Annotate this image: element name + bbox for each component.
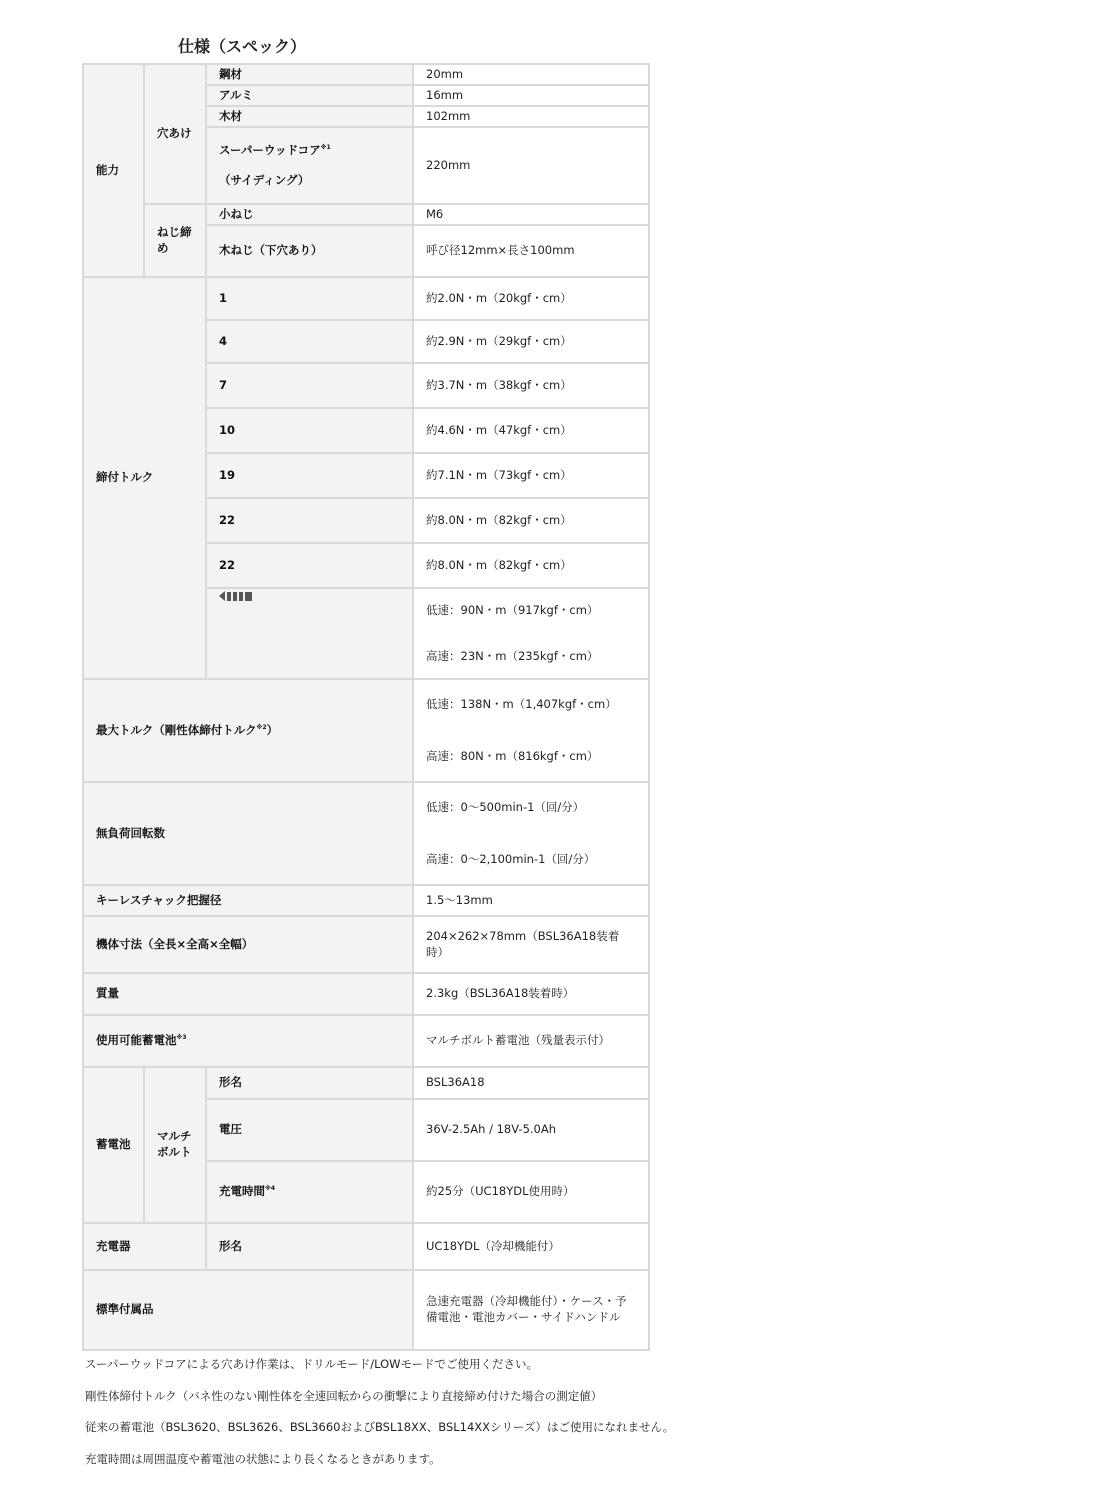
multivolt-line1: マルチ — [157, 1129, 192, 1144]
torque-setting: 22 — [206, 543, 413, 588]
usable-battery-label — [83, 1015, 413, 1067]
accessories-line1: 急速充電器（冷却機能付）・ケース・予 — [426, 1294, 627, 1309]
drill-mode-values — [413, 588, 649, 679]
max-torque-values — [413, 679, 649, 782]
dimensions-label: 機体寸法（全長×全高×全幅） — [83, 916, 413, 973]
page-title: 仕様（スペック） — [178, 37, 307, 56]
multivolt-label — [144, 1067, 206, 1223]
spec-table — [82, 63, 650, 1351]
footnote-mark: ※2 — [256, 723, 267, 731]
screw-label: ねじ締め — [144, 204, 206, 277]
torque-label: 締付トルク — [83, 277, 206, 679]
dimensions-value: 204×262×78mm（BSL36A18装着時） — [413, 916, 649, 973]
woodcore-line2: （サイディング） — [219, 172, 310, 187]
spec-name: 鋼材 — [206, 64, 413, 85]
low-speed-torque: 低速：90N・m（917kgf・cm） — [426, 602, 599, 617]
spec-value: UC18YDL（冷却機能付） — [413, 1223, 649, 1270]
accessories-value — [413, 1270, 649, 1350]
torque-setting: 10 — [206, 408, 413, 453]
spec-row-battery-model — [83, 1067, 649, 1099]
drill-mode-cell — [206, 588, 413, 679]
footnote-mark: ※1 — [320, 144, 331, 152]
spec-row-steel — [83, 64, 649, 85]
no-load-speed-label: 無負荷回転数 — [83, 782, 413, 885]
capacity-label: 能力 — [83, 64, 144, 277]
spec-name: 木ねじ（下穴あり） — [206, 225, 413, 277]
spec-name: 木材 — [206, 106, 413, 127]
spec-row-chuck — [83, 885, 649, 916]
battery-label: 蓄電池 — [83, 1067, 144, 1223]
accessories-label: 標準付属品 — [83, 1270, 413, 1350]
spec-row-accessories — [83, 1270, 649, 1350]
no-load-speed-values — [413, 782, 649, 885]
spec-name: 小ねじ — [206, 204, 413, 225]
torque-value: 約8.0N・m（82kgf・cm） — [413, 543, 649, 588]
max-torque-label — [83, 679, 413, 782]
torque-value: 約8.0N・m（82kgf・cm） — [413, 498, 649, 543]
footnote-mark: ※4 — [265, 1185, 276, 1193]
spec-row-weight — [83, 973, 649, 1015]
spec-name: 電圧 — [206, 1099, 413, 1161]
spec-row-usable-battery — [83, 1015, 649, 1067]
spec-name: 形名 — [206, 1067, 413, 1099]
footnotes — [85, 1356, 674, 1482]
spec-value: 16mm — [413, 85, 649, 106]
multivolt-line2: ボルト — [157, 1145, 192, 1159]
footnote-4: 充電時間は周囲温度や蓄電池の状態により長くなるときがあります。 — [85, 1451, 441, 1466]
spec-name: アルミ — [206, 85, 413, 106]
torque-setting: 22 — [206, 498, 413, 543]
spec-value: BSL36A18 — [413, 1067, 649, 1099]
drilling-label: 穴あけ — [144, 64, 206, 204]
max-torque-text-end: ） — [266, 722, 279, 737]
spec-row-charger — [83, 1223, 649, 1270]
chuck-label: キーレスチャック把握径 — [83, 885, 413, 916]
spec-row-machine-screw — [83, 204, 649, 225]
charger-label: 充電器 — [83, 1223, 206, 1270]
spec-value: 20mm — [413, 64, 649, 85]
spec-value: 約25分（UC18YDL使用時） — [413, 1161, 649, 1223]
weight-value: 2.3kg（BSL36A18装着時） — [413, 973, 649, 1015]
torque-setting: 1 — [206, 277, 413, 320]
spec-row-max-torque — [83, 679, 649, 782]
spec-name: 形名 — [206, 1223, 413, 1270]
spec-row-no-load-speed — [83, 782, 649, 885]
charge-time-text: 充電時間 — [219, 1184, 265, 1199]
spec-name-woodcore — [206, 127, 413, 204]
torque-value: 約3.7N・m（38kgf・cm） — [413, 363, 649, 408]
max-torque-text: 最大トルク（剛性体締付トルク — [96, 722, 257, 737]
torque-setting: 7 — [206, 363, 413, 408]
torque-value: 約2.0N・m（20kgf・cm） — [413, 277, 649, 320]
weight-label: 質量 — [83, 973, 413, 1015]
spec-value: 36V-2.5Ah / 18V-5.0Ah — [413, 1099, 649, 1161]
torque-value: 約7.1N・m（73kgf・cm） — [413, 453, 649, 498]
spec-value: 102mm — [413, 106, 649, 127]
footnote-mark: ※3 — [176, 1034, 187, 1042]
accessories-line2: 備電池・電池カバー・サイドハンドル — [426, 1310, 621, 1324]
torque-setting: 19 — [206, 453, 413, 498]
charge-time-label — [206, 1161, 413, 1223]
no-load-speed-high: 高速：0〜2,100min-1（回/分） — [426, 851, 596, 866]
max-torque-high: 高速：80N・m（816kgf・cm） — [426, 748, 599, 763]
high-speed-torque: 高速：23N・m（235kgf・cm） — [426, 648, 599, 663]
footnote-1: スーパーウッドコアによる穴あけ作業は、ドリルモード/LOWモードでご使用ください。 — [85, 1357, 539, 1371]
usable-battery-text: 使用可能蓄電池 — [96, 1033, 177, 1048]
torque-setting: 4 — [206, 320, 413, 363]
woodcore-line1: スーパーウッドコア — [219, 142, 321, 157]
spec-value: 220mm — [413, 127, 649, 204]
chuck-value: 1.5〜13mm — [413, 885, 649, 916]
usable-battery-value: マルチボルト蓄電池（残量表示付） — [413, 1015, 649, 1067]
max-torque-low: 低速：138N・m（1,407kgf・cm） — [426, 696, 617, 711]
no-load-speed-low: 低速：0〜500min-1（回/分） — [426, 799, 585, 814]
spec-value: M6 — [413, 204, 649, 225]
spec-row-dimensions — [83, 916, 649, 973]
drill-mode-icon — [219, 591, 400, 601]
footnote-3: 従来の蓄電池（BSL3620、BSL3626、BSL3660およびBSL18XX、BSL14XXシリーズ）はご使用になれません。 — [85, 1420, 675, 1434]
torque-value: 約2.9N・m（29kgf・cm） — [413, 320, 649, 363]
spec-value: 呼び径12mm×長さ100mm — [413, 225, 649, 277]
torque-row — [83, 277, 649, 320]
footnote-2: 剛性体締付トルク（バネ性のない剛性体を全速回転からの衝撃により直接締め付けた場合の測定値） — [85, 1388, 603, 1403]
torque-value: 約4.6N・m（47kgf・cm） — [413, 408, 649, 453]
